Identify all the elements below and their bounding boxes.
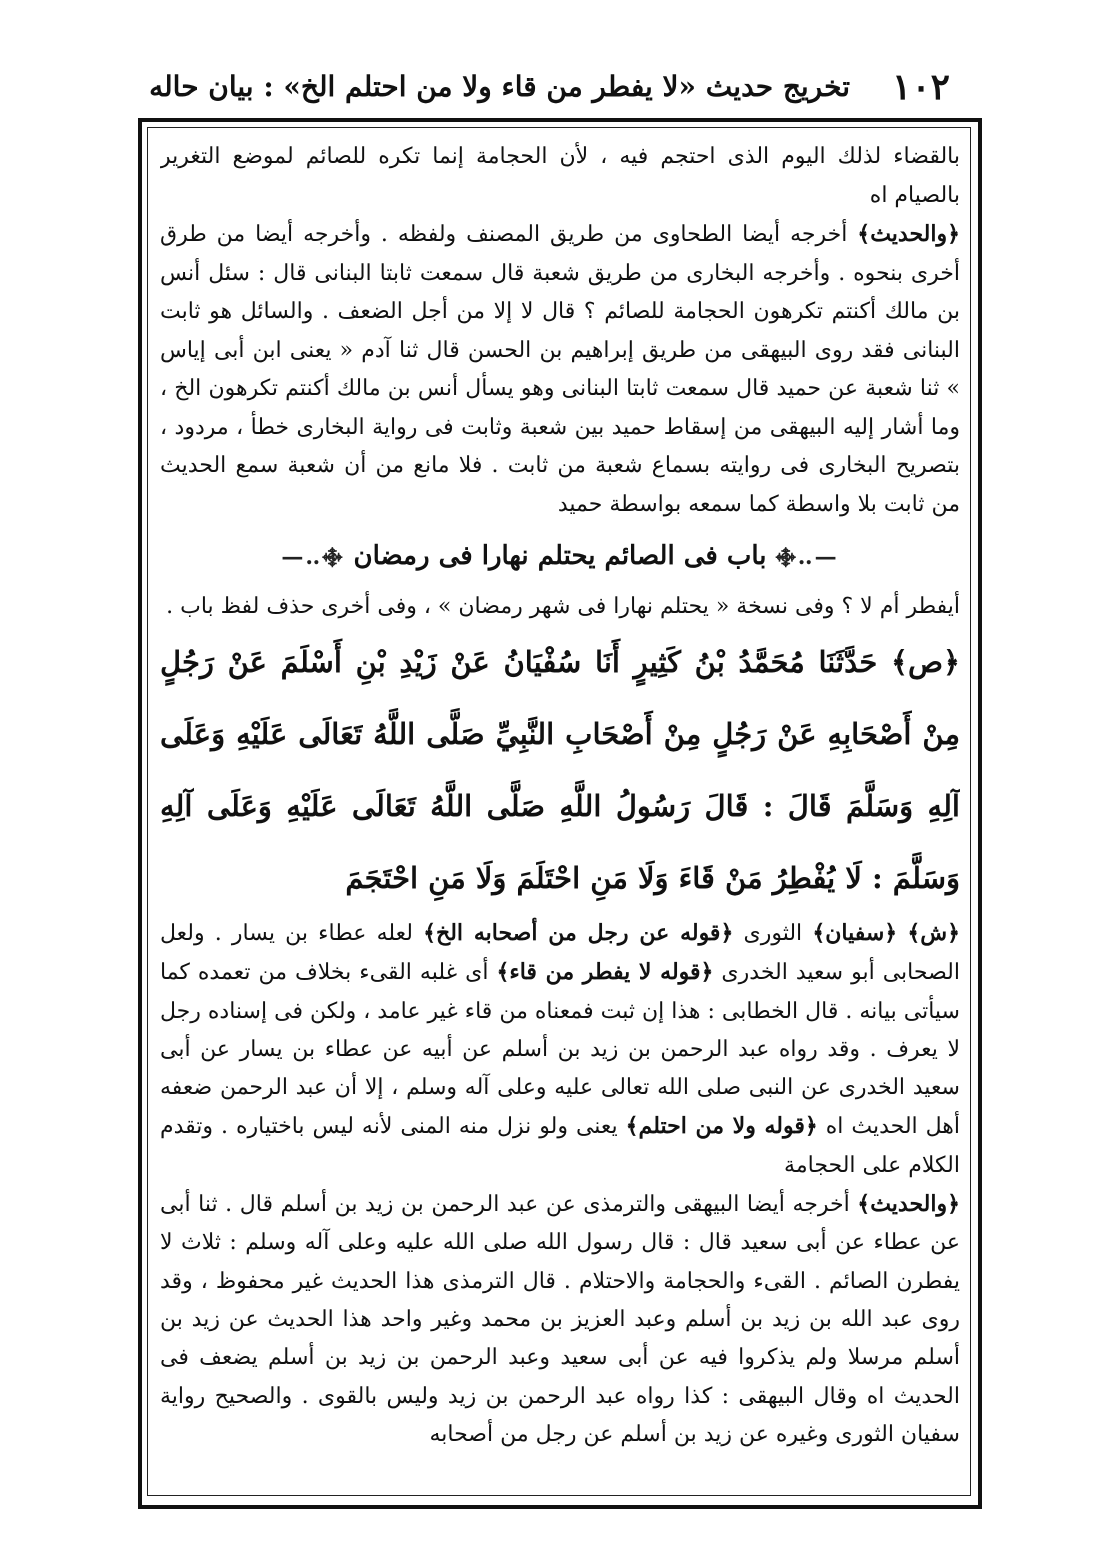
bracket-label-sad: ﴿ص﴾ xyxy=(890,645,960,679)
hadith-matn xyxy=(160,626,960,914)
bracket-label-qawluhu-rajul: ﴿قوله عن رجل من أصحابه الخ﴾ xyxy=(423,920,734,946)
sharh-text-5: أخرجه أيضا البيهقى والترمذى عن عبد الرحمن بن زيد بن أسلم قال . ثنا أبى عن عطاء عن أبى سعيد قال : قال رسول الله صلى الله عليه وعلى آله وسلم : ثلاث لا يفطرن الصائم . القىء والحجامة والاحتلام . قال الترمذى هذا الحديث غير محفوظ ، وقد روى عبد الله بن زيد بن أسلم وعبد العزيز بن محمد وغير واحد هذا الحديث عن زيد بن أسلم مرسلا ولم يذكروا فيه عن أبى سعيد وعبد الرحمن بن زيد بن أسلم يضعف فى الحديث اه وقال البيهقى : كذا رواه عبد الرحمن بن زيد وليس بالقوى . والصحيح رواية سفيان الثورى وغيره عن زيد بن أسلم عن رجل من أصحابه xyxy=(160,1192,960,1447)
running-header xyxy=(150,62,950,112)
hadith-matn-text: حَدَّثَنَا مُحَمَّدُ بْنُ كَثِيرٍ أَنَا سُفْيَانُ عَنْ زَيْدِ بْنِ أَسْلَمَ عَنْ رَجُلٍ مِنْ أَصْحَابِهِ عَنْ رَجُلٍ مِنْ أَصْحَابِ النَّبِيِّ صَلَّى اللَّهُ تَعَالَى عَلَيْهِ وَعَلَى آلِهِ وَسَلَّمَ قَالَ : قَالَ رَسُولُ اللَّهِ صَلَّى اللَّهُ تَعَالَى عَلَيْهِ وَعَلَى آلِهِ وَسَلَّمَ : لَا يُفْطِرُ مَنْ قَاءَ وَلَا مَنِ احْتَلَمَ وَلَا مَنِ احْتَجَمَ xyxy=(160,645,960,895)
paragraph-hadith-takhrij xyxy=(160,215,960,524)
commentary-takhrij xyxy=(160,1185,960,1454)
ornament-left-icon: —‥࿇ xyxy=(775,544,839,570)
page-body xyxy=(160,138,960,1490)
sharh-text-1: الثورى xyxy=(733,921,813,946)
ornament-right-icon: ࿇‥— xyxy=(281,544,345,570)
sharh-text-2: لعله عطاء بن يسار . ولعل الصحابى أبو سعيد الخدرى xyxy=(160,921,960,986)
commentary-sharh xyxy=(160,914,960,1185)
chapter-title: باب فى الصائم يحتلم نهارا فى رمضان xyxy=(353,541,767,571)
sharh-text-4: يعنى ولو نزل منه المنى لأنه ليس باختياره . وتقدم الكلام على الحجامة xyxy=(160,1114,960,1178)
sharh-text-3: أى غلبه القىء بخلاف من تعمده كما سيأتى بيانه . قال الخطابى : هذا إن ثبت فمعناه من قاء غير عامد ، ولكن فى إسناده رجل لا يعرف . وقد رواه عبد الرحمن بن زيد بن أسلم عن أبيه عن عطاء بن يسار عن أبى سعيد الخدرى عن النبى صلى الله تعالى عليه وعلى آله وسلم ، إلا أن عبد الرحمن ضعفه أهل الحديث اه xyxy=(160,960,960,1140)
chapter-heading xyxy=(160,524,960,588)
bracket-label-shin: ﴿ش﴾ xyxy=(907,920,960,946)
running-title: تخريج حديث «لا يفطر من قاء ولا من احتلم الخ» : بيان حاله xyxy=(149,70,850,103)
bracket-label-ihtalam: ﴿قوله ولا من احتلم﴾ xyxy=(625,1113,818,1140)
chapter-subtitle: أيفطر أم لا ؟ وفى نسخة « يحتلم نهارا فى شهر رمضان » ، وفى أخرى حذف لفظ باب . xyxy=(166,594,960,619)
paragraph-qada xyxy=(160,138,960,215)
bracket-label-la-yuftir: ﴿قوله لا يفطر من قاء﴾ xyxy=(496,959,714,986)
paragraph-qada-text: بالقضاء لذلك اليوم الذى احتجم فيه ، لأن الحجامة إنما تكره للصائم لموضع التغرير بالصيام اه xyxy=(160,144,960,208)
page-number: ١٠٢ xyxy=(891,66,950,108)
bracket-label-sufyan: ﴿سفيان﴾ xyxy=(812,920,898,946)
bracket-label-al-hadith: ﴿والحديث﴾ xyxy=(857,221,960,247)
bracket-label-al-hadith-2: ﴿والحديث﴾ xyxy=(857,1191,960,1218)
paragraph-hadith-takhrij-text: أخرجه أيضا الطحاوى من طريق المصنف ولفظه . وأخرجه أيضا من طرق أخرى بنحوه . وأخرجه البخارى من طريق شعبة قال سمعت ثابتا البنانى قال : سئل أنس بن مالك أكنتم تكرهون الحجامة للصائم ؟ قال لا إلا من أجل الضعف . والسائل هو ثابت البنانى فقد روى البيهقى من طريق إبراهيم بن الحسن قال ثنا آدم « يعنى ابن أبى إياس » ثنا شعبة عن حميد قال سمعت ثابتا البنانى وهو يسأل أنس بن مالك أكنتم تكرهون الخ ، وما أشار إليه البيهقى من إسقاط حميد بين شعبة وثابت فى رواية البخارى خطأ ، مردود ، بتصريح البخارى فى روايته بسماع شعبة من ثابت . فلا مانع من أن شعبة سمع الحديث من ثابت بلا واسطة كما سمعه بواسطة حميد xyxy=(160,222,960,517)
